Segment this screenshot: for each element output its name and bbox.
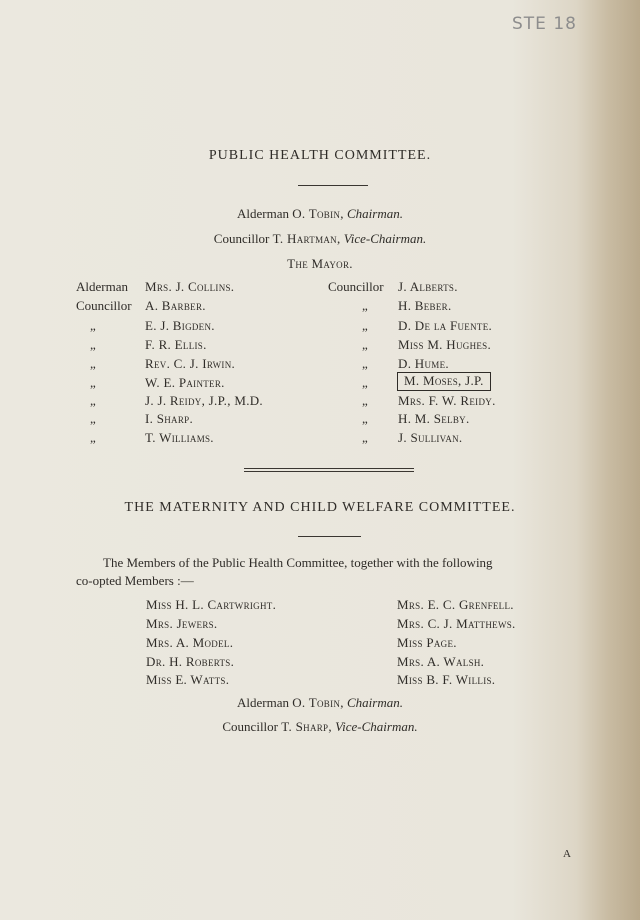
mcw-left-member: Mrs. A. Model.	[146, 635, 234, 650]
phc-right-member: J. Alberts.	[398, 279, 458, 294]
mcw-right-member: Mrs. C. J. Matthews.	[397, 616, 516, 631]
mcw-left-member: Dr. H. Roberts.	[146, 654, 235, 669]
mcw-title: THE MATERNITY AND CHILD WELFARE COMMITTEE.	[124, 500, 516, 515]
phc-left-label: Councillor	[76, 298, 132, 313]
phc-right-member: H. Beber.	[398, 298, 452, 313]
section-separator-top	[244, 468, 414, 469]
phc-vice-name: T. Hartman,	[272, 231, 341, 246]
mcw-right-member: Mrs. A. Walsh.	[397, 654, 485, 669]
mcw-right-member: Mrs. E. C. Grenfell.	[397, 597, 514, 612]
phc-title-rule	[298, 185, 368, 186]
mcw-left-member: Miss E. Watts.	[146, 672, 230, 687]
phc-mayor: The Mayor.	[287, 256, 353, 271]
phc-left-member: E. J. Bigden.	[145, 318, 215, 333]
phc-right-member: D. Hume.	[398, 356, 449, 371]
phc-right-member-boxed: M. Moses, J.P.	[397, 372, 491, 391]
phc-chairman-line	[0, 206, 640, 222]
mcw-chairman-line	[0, 695, 640, 711]
phc-chairman-title: Alderman	[236, 206, 289, 221]
phc-right-member: D. De la Fuente.	[398, 318, 493, 333]
phc-left-ditto: „	[90, 430, 96, 445]
phc-right-label: Councillor	[328, 279, 384, 294]
phc-right-ditto: „	[362, 375, 368, 390]
mcw-vice-title: Councillor	[222, 719, 278, 734]
phc-right-ditto: „	[362, 298, 368, 313]
phc-chairman-role: Chairman.	[347, 206, 403, 221]
phc-right-ditto: „	[362, 337, 368, 352]
phc-left-ditto: „	[90, 393, 96, 408]
phc-left-member: I. Sharp.	[145, 411, 194, 426]
page-signature-letter: A	[563, 848, 571, 860]
phc-left-ditto: „	[90, 375, 96, 390]
mcw-intro-line-1: The Members of the Public Health Committee, together with the following	[103, 555, 493, 570]
mcw-right-member: Miss B. F. Willis.	[397, 672, 496, 687]
mcw-left-member: Mrs. Jewers.	[146, 616, 218, 631]
phc-title: PUBLIC HEALTH COMMITTEE.	[208, 148, 432, 163]
phc-right-member: Mrs. F. W. Reidy.	[398, 393, 496, 408]
mcw-vice-chairman-line	[0, 719, 640, 735]
mcw-chairman-role: Chairman.	[347, 695, 403, 710]
phc-left-member: J. J. Reidy, J.P., M.D.	[145, 393, 263, 408]
phc-left-member: T. Williams.	[145, 430, 214, 445]
pencil-annotation: STE 18	[512, 14, 577, 34]
phc-chairman-name: O. Tobin,	[292, 206, 344, 221]
phc-left-member: Rev. C. J. Irwin.	[145, 356, 236, 371]
phc-right-member: Miss M. Hughes.	[398, 337, 492, 352]
phc-vice-title: Councillor	[213, 231, 270, 246]
phc-left-member: Mrs. J. Collins.	[145, 279, 235, 294]
phc-left-ditto: „	[90, 337, 96, 352]
phc-right-ditto: „	[362, 411, 368, 426]
phc-vice-chairman-line	[0, 231, 640, 247]
phc-left-member: W. E. Painter.	[145, 375, 225, 390]
mcw-title-rule	[298, 536, 361, 537]
mcw-chairman-name: O. Tobin,	[292, 695, 344, 710]
mcw-right-member: Miss Page.	[397, 635, 457, 650]
phc-right-ditto: „	[362, 356, 368, 371]
phc-left-label: Alderman	[76, 279, 128, 294]
phc-right-ditto: „	[362, 430, 368, 445]
section-separator-bottom	[244, 471, 414, 472]
mcw-intro-line-2: co-opted Members :—	[76, 573, 194, 588]
phc-right-member: J. Sullivan.	[398, 430, 463, 445]
phc-right-member: H. M. Selby.	[398, 411, 470, 426]
phc-left-member: F. R. Ellis.	[145, 337, 207, 352]
mcw-left-member: Miss H. L. Cartwright.	[146, 597, 277, 612]
phc-left-ditto: „	[90, 356, 96, 371]
phc-left-ditto: „	[90, 318, 96, 333]
mcw-chairman-title: Alderman	[236, 695, 289, 710]
mcw-vice-role: Vice-Chairman.	[335, 719, 418, 734]
phc-left-ditto: „	[90, 411, 96, 426]
phc-vice-role: Vice-Chairman.	[343, 231, 427, 246]
phc-left-member: A. Barber.	[145, 298, 206, 313]
phc-right-ditto: „	[362, 393, 368, 408]
mcw-vice-name: T. Sharp,	[281, 719, 332, 734]
phc-right-ditto: „	[362, 318, 368, 333]
